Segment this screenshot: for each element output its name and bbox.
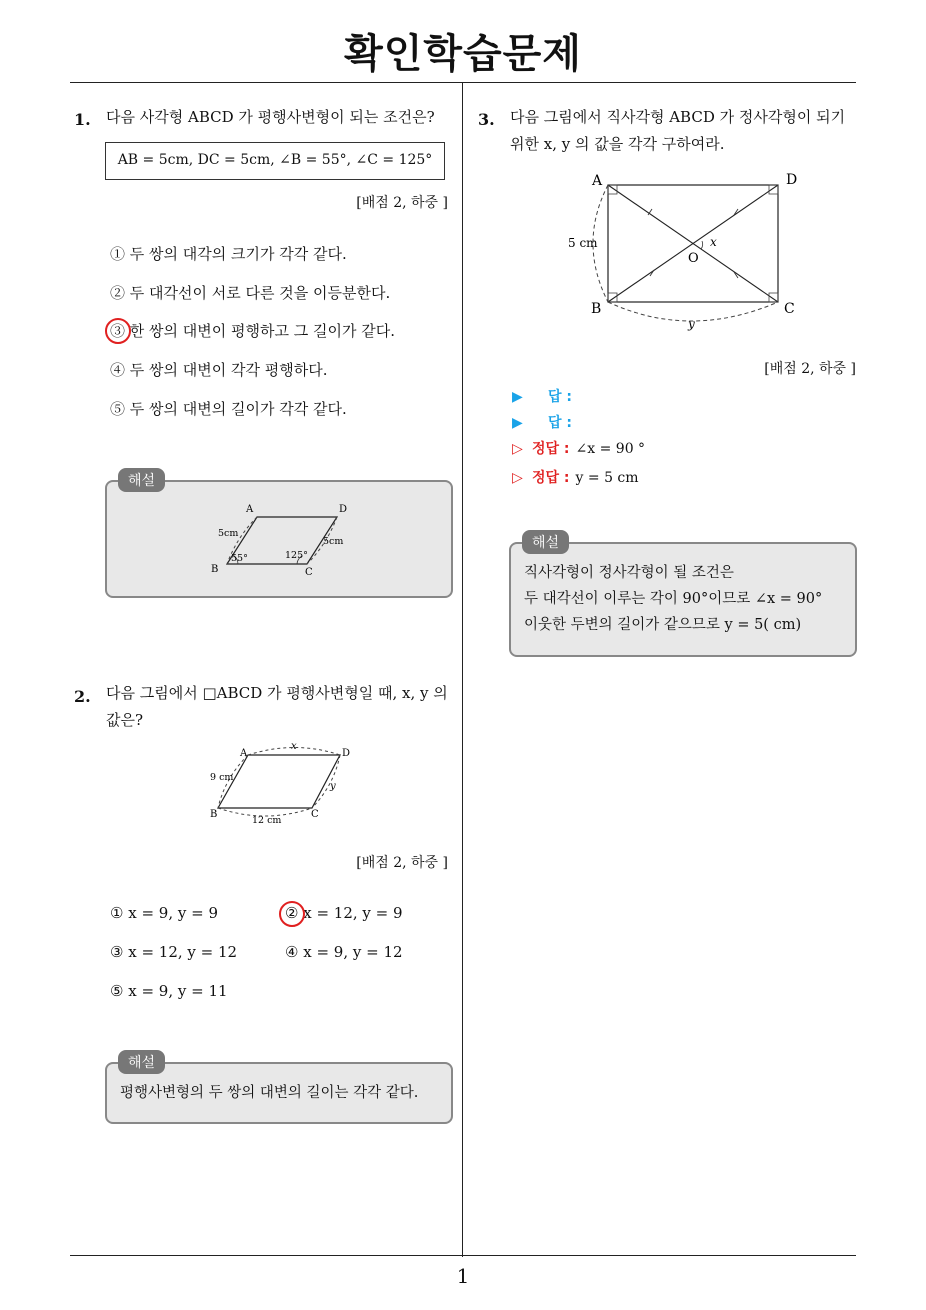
q3-fig-len-left: 5 cm: [568, 236, 598, 250]
q3-fig-label-y: y: [688, 317, 695, 331]
top-rule: [70, 82, 856, 83]
page-number: 1: [456, 1264, 470, 1288]
q2-fig-label-A: A: [240, 748, 248, 759]
q3-number: 3.: [478, 110, 495, 129]
q1-fig-len-AB: 5cm: [218, 528, 239, 539]
q1-condition-box: [105, 142, 445, 180]
q2-choice-3[interactable]: ③ x = 12, y = 12: [110, 943, 238, 961]
q2-explanation-text: 평행사변형의 두 쌍의 대변의 길이는 각각 같다.: [120, 1085, 419, 1101]
q2-choice-5[interactable]: ⑤ x = 9, y = 11: [110, 982, 228, 1000]
q2-choice-1[interactable]: ① x = 9, y = 9: [110, 904, 218, 922]
answer-arrow-icon: ▶: [512, 415, 523, 431]
q1-parallelogram-figure: [107, 482, 451, 596]
q2-fig-label-C: C: [311, 809, 319, 820]
q2-fig-label-B: B: [210, 809, 218, 820]
q1-choice-5[interactable]: ⑤ 두 쌍의 대변의 길이가 각각 같다.: [110, 400, 347, 418]
q3-answer-input-1[interactable]: [512, 386, 572, 406]
q3-correct-label-1: 정답 :: [532, 441, 570, 457]
q2-choice-2[interactable]: ② x = 12, y = 9: [285, 904, 403, 922]
q2-fig-label-x: x: [291, 741, 297, 752]
q1-choice-2[interactable]: ② 두 대각선이 서로 다른 것을 이등분한다.: [110, 284, 391, 302]
q3-correct-value-1: ∠x = 90 °: [575, 441, 646, 457]
q2-fig-label-D: D: [342, 748, 351, 759]
q2-number: 2.: [74, 687, 91, 706]
bottom-rule: [70, 1255, 856, 1256]
q2-text-line1: 다음 그림에서 □ABCD 가 평행사변형일 때, x, y 의: [106, 684, 448, 702]
q3-correct-answer-2: [512, 467, 639, 487]
q3-score: [배점 2, 하중 ]: [764, 361, 856, 377]
q2-fig-len-left: 9 cm: [210, 772, 234, 783]
q1-fig-label-C: C: [305, 567, 313, 578]
q3-answer-label-1: 답 :: [548, 389, 572, 405]
q2-choice-4[interactable]: ④ x = 9, y = 12: [285, 943, 403, 961]
q1-fig-label-A: A: [246, 504, 254, 515]
q3-correct-value-2: y = 5 cm: [575, 470, 639, 486]
q3-explanation-line-2: 두 대각선이 이루는 각이 90°이므로 ∠x = 90°: [524, 591, 823, 607]
q3-fig-label-A: A: [592, 173, 603, 189]
q1-fig-angle-B: 55°: [231, 553, 248, 564]
q1-fig-angle-C: 125°: [285, 550, 308, 561]
q1-condition: AB = 5cm, DC = 5cm, ∠B = 55°, ∠C = 125°: [117, 152, 433, 168]
q3-fig-label-C: C: [784, 301, 795, 317]
q1-choice-4[interactable]: ④ 두 쌍의 대변이 각각 평행하다.: [110, 361, 328, 379]
page-title: 확인학습문제: [344, 31, 582, 77]
q3-explanation-line-3: 이웃한 두변의 길이가 같으므로 y = 5( cm): [524, 617, 802, 633]
q2-parallelogram-figure: [200, 740, 360, 830]
q3-answer-label-2: 답 :: [548, 415, 572, 431]
q3-fig-label-D: D: [786, 172, 798, 188]
q1-fig-label-D: D: [339, 504, 348, 515]
q3-text-line2: 위한 x, y 의 값을 각각 구하여라.: [510, 135, 725, 153]
q1-fig-label-B: B: [211, 564, 219, 575]
q1-explanation-tab: 해설: [118, 468, 165, 492]
q2-score: [배점 2, 하중 ]: [356, 855, 448, 871]
q2-fig-len-bottom: 12 cm: [252, 815, 282, 826]
q3-correct-label-2: 정답 :: [532, 470, 570, 486]
q1-number: 1.: [74, 110, 91, 129]
q3-answer-input-2[interactable]: [512, 412, 572, 432]
q1-choice-1[interactable]: ① 두 쌍의 대각의 크기가 각각 같다.: [110, 245, 347, 263]
q2-text-line2: 값은?: [106, 711, 144, 729]
q3-rectangle-figure: [560, 165, 810, 340]
q3-explanation-line-1: 직사각형이 정사각형이 될 조건은: [524, 565, 734, 581]
q2-explanation-tab: 해설: [118, 1050, 165, 1074]
answer-arrow-icon: ▶: [512, 389, 523, 405]
column-divider: [462, 83, 463, 1257]
q3-correct-answer-1: [512, 438, 645, 458]
q2-fig-label-y: y: [330, 781, 336, 792]
q2-selected-mark: [279, 901, 305, 927]
q3-text-line1: 다음 그림에서 직사각형 ABCD 가 정사각형이 되기: [510, 108, 846, 126]
q3-fig-label-B: B: [591, 301, 602, 317]
q1-selected-mark: [105, 318, 131, 344]
q1-text: 다음 사각형 ABCD 가 평행사변형이 되는 조건은?: [106, 108, 435, 126]
q1-choice-3[interactable]: ③ 한 쌍의 대변이 평행하고 그 길이가 같다.: [110, 322, 395, 340]
q3-fig-label-x: x: [710, 235, 717, 249]
q1-score: [배점 2, 하중 ]: [356, 195, 448, 211]
q3-fig-label-O: O: [688, 251, 699, 266]
q1-explanation-box: [105, 480, 453, 598]
answer-outline-arrow-icon: ▷: [512, 470, 523, 486]
answer-outline-arrow-icon: ▷: [512, 441, 523, 457]
q3-explanation-tab: 해설: [522, 530, 569, 554]
q1-fig-len-DC: 5cm: [323, 536, 344, 547]
